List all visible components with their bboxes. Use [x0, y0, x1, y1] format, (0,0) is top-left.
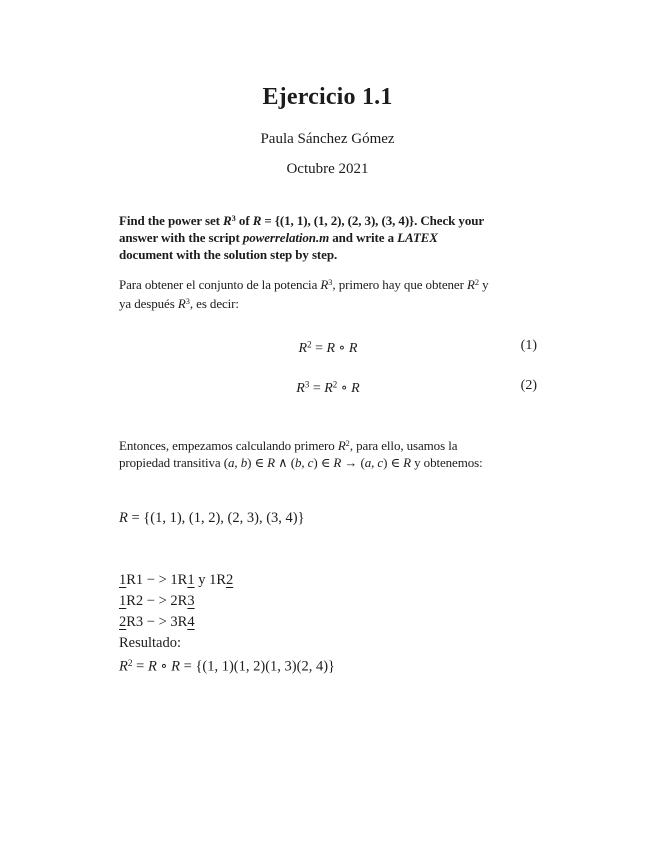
text-run: 2 — [127, 659, 133, 669]
text-run: R — [324, 381, 333, 397]
text-run: = {(1, 1), (1, 2), (2, 3), (3, 4)} — [127, 510, 305, 526]
text-run: , primero hay que obtener — [332, 277, 467, 293]
text-run: answer with the script — [119, 230, 243, 246]
text-run: R — [223, 213, 232, 229]
relation-definition — [119, 508, 559, 528]
text-run: = — [132, 658, 148, 675]
equation-2 — [119, 376, 537, 398]
text-run: = — [309, 381, 325, 397]
text-run: = — [311, 341, 327, 357]
text-run: 2 — [226, 572, 234, 588]
text-run: 1 — [187, 572, 195, 588]
text-run: R3 − > 3R — [126, 614, 188, 630]
text-run: → ( — [341, 455, 365, 471]
text-run: Entonces, empezamos calculando primero — [119, 438, 338, 454]
text-run: y 1R — [194, 572, 226, 588]
text-run: R — [177, 296, 186, 312]
paragraph-transitive — [119, 435, 559, 471]
derivation-block — [119, 570, 559, 678]
text-run: Para obtener el conjunto de la potencia — [119, 277, 321, 293]
text-run: ∘ — [337, 381, 352, 397]
text-run: Resultado: — [119, 635, 182, 651]
text-run: = {(1, 1), (1, 2), (2, 3), (3, 4)} — [261, 213, 415, 229]
text-run: ∘ — [335, 341, 349, 357]
document-date: Octubre 2021 — [286, 161, 369, 177]
text-run: R — [337, 438, 346, 454]
text-run: document with the solution step by step. — [119, 247, 338, 263]
derivation-line-2 — [119, 591, 559, 612]
text-run: 2 — [332, 380, 338, 390]
text-run: propiedad transitiva ( — [119, 455, 228, 471]
text-run: a, c — [364, 455, 384, 471]
text-run: R — [147, 658, 157, 675]
text-run: 2 — [307, 340, 312, 350]
paragraph-line — [119, 274, 559, 293]
text-run: R — [296, 381, 305, 397]
document-title: Ejercicio 1.1 — [262, 84, 393, 110]
paragraph-line — [119, 454, 559, 471]
equation-1-body — [299, 341, 358, 356]
derivation-result-label — [119, 633, 559, 654]
text-run: R — [267, 455, 276, 471]
text-run: ∘ — [156, 658, 172, 675]
text-run: 2 — [345, 439, 350, 448]
document-author: Paula Sánchez Gómez — [260, 131, 395, 147]
text-run: a, b — [228, 455, 248, 471]
text-run: ∧ ( — [275, 455, 295, 471]
text-run: 2 — [474, 278, 479, 287]
derivation-line-3 — [119, 612, 559, 633]
text-run: of — [235, 213, 253, 229]
text-run: 1 — [119, 572, 127, 588]
text-run: R — [403, 455, 411, 471]
text-run: ) ∈ — [247, 455, 268, 471]
equation-1 — [119, 336, 537, 358]
text-run: 3 — [231, 214, 236, 223]
equation-1-number: (1) — [520, 338, 537, 353]
statement-line-1 — [119, 210, 559, 229]
problem-statement — [119, 210, 559, 263]
text-run: 4 — [187, 614, 195, 630]
text-run: , para ello, usamos la — [349, 438, 458, 454]
text-run: powerrelation.m — [242, 230, 330, 246]
text-run: Find the power set — [119, 213, 224, 229]
text-run: 3 — [187, 593, 195, 609]
text-run: 3 — [328, 278, 333, 287]
text-run: R — [320, 277, 329, 293]
text-run: b, c — [294, 455, 314, 471]
text-run: 3 — [185, 297, 190, 307]
text-run: y — [478, 277, 489, 293]
text-run: 1 — [119, 593, 127, 609]
text-run: R — [333, 455, 342, 471]
derivation-line-1 — [119, 570, 559, 591]
text-run: 2 — [119, 614, 127, 630]
paragraph-obtain-power — [119, 274, 559, 312]
text-run: R — [466, 277, 475, 293]
text-run: ya después — [119, 296, 178, 312]
text-run: and write a — [329, 230, 398, 246]
text-run: = {(1, 1)(1, 2)(1, 3)(2, 4)} — [180, 658, 335, 675]
text-run: LATEX — [397, 230, 438, 246]
text-run: R — [119, 510, 128, 526]
paragraph-line — [119, 435, 559, 454]
text-run: R — [351, 381, 360, 397]
equation-2-number: (2) — [520, 378, 537, 393]
text-run: , es decir: — [189, 296, 239, 312]
text-run: R — [171, 658, 181, 675]
text-run: y obtenemos: — [410, 455, 483, 471]
text-run: R2 − > 2R — [126, 593, 188, 609]
text-run: ) ∈ — [313, 455, 334, 471]
text-run: R1 − > 1R — [126, 572, 188, 588]
text-run: ) ∈ — [383, 455, 404, 471]
text-run: . Check your — [414, 213, 485, 229]
derivation-result-equation — [119, 654, 559, 678]
text-run: 3 — [304, 380, 310, 390]
text-run: R — [348, 341, 358, 357]
equation-2-body — [296, 381, 359, 396]
paragraph-line — [119, 293, 559, 312]
statement-line-2 — [119, 229, 559, 246]
statement-line-3 — [119, 246, 559, 263]
text-run: R — [252, 213, 262, 229]
text-run: R — [326, 341, 336, 357]
text-run: R — [298, 341, 308, 357]
text-run: R — [119, 658, 128, 675]
